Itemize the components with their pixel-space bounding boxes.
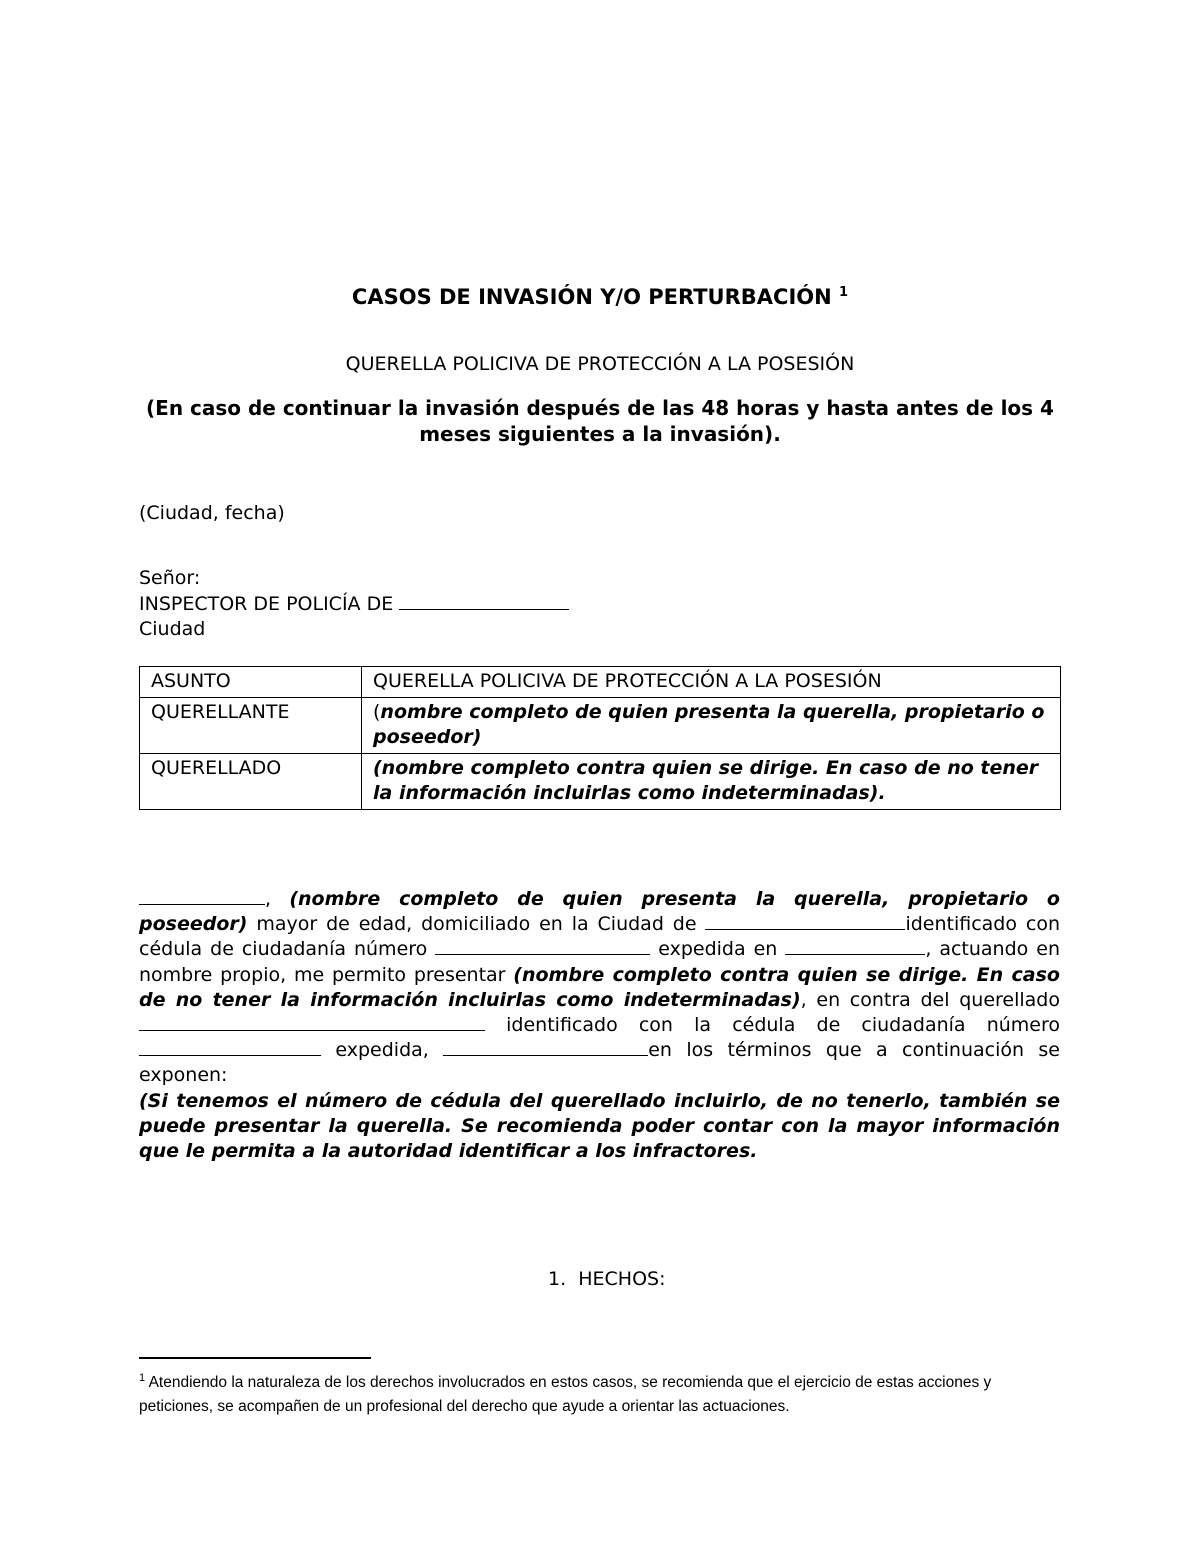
defendant-issued-blank (443, 1038, 648, 1056)
defendant-blank (139, 1013, 485, 1031)
document-note: (En caso de continuar la invasión después de las 48 horas y hasta antes de los 4 meses siguientes a la invasión). (146, 396, 1054, 446)
table-label: QUERELLADO (140, 754, 362, 810)
id-number-blank (435, 937, 650, 955)
recommendation-note: (Si tenemos el número de cédula del querellado incluirlo, de no tenerlo, también se puede presentar la querella. Se recomienda poder contar con la mayor información que le permita a la autoridad identificar a los infractores. (139, 1089, 1060, 1163)
city-blank (705, 912, 905, 930)
table-label: ASUNTO (140, 667, 362, 698)
table-row (140, 667, 1061, 698)
recipient-blank (399, 592, 569, 610)
case-info-table (139, 666, 1061, 810)
addressee-block (139, 566, 569, 643)
body-paragraph (139, 887, 1060, 1164)
table-row (140, 754, 1061, 810)
issued-in-blank (785, 937, 925, 955)
section-heading: 1. HECHOS: (548, 1268, 666, 1290)
table-value: (nombre completo de quien presenta la querella, propietario o poseedor) (362, 698, 1061, 754)
footnote-separator (139, 1357, 371, 1359)
recipient-line: INSPECTOR DE POLICÍA DE (139, 592, 569, 618)
footnote-reference: 1 (839, 285, 849, 300)
defendant-id-blank (139, 1038, 321, 1056)
table-row (140, 698, 1061, 754)
table-label: QUERELLANTE (140, 698, 362, 754)
footnote: $^1$ Atendiendo la naturaleza de los derechos involucrados en estos casos, se recomienda que el ejercicio de estas acciones y peticiones, se acompañen de un profesional del derecho que ayude a orientar las actuaciones. (139, 1372, 992, 1415)
salutation: Señor: (139, 567, 201, 589)
city-date-placeholder: (Ciudad, fecha) (139, 502, 285, 524)
complainant-blank (139, 887, 265, 905)
document-title: CASOS DE INVASIÓN Y/O PERTURBACIÓN $^1$ (351, 285, 849, 309)
recipient-city: Ciudad (139, 618, 206, 640)
complaint-paragraph: , (nombre completo de quien presenta la querella, propietario o poseedor) mayor de edad, domiciliado en la Ciudad de identificado con cédula de ciudadanía número expedida en , actuando en nombre propio, me permito presentar (nombre completo contra quien se dirige. En caso de no tener la información incluirlas como indeterminadas), en contra del querellado identificado con la cédula de ciudadanía número expedida, en los términos que a continuación se exponen: (139, 888, 1060, 1087)
table-value: (nombre completo contra quien se dirige. En caso de no tener la información incluirlas como indeterminadas). (362, 754, 1061, 810)
document-subtitle: QUERELLA POLICIVA DE PROTECCIÓN A LA POSESIÓN (345, 353, 855, 375)
table-value: QUERELLA POLICIVA DE PROTECCIÓN A LA POSESIÓN (362, 667, 1061, 698)
